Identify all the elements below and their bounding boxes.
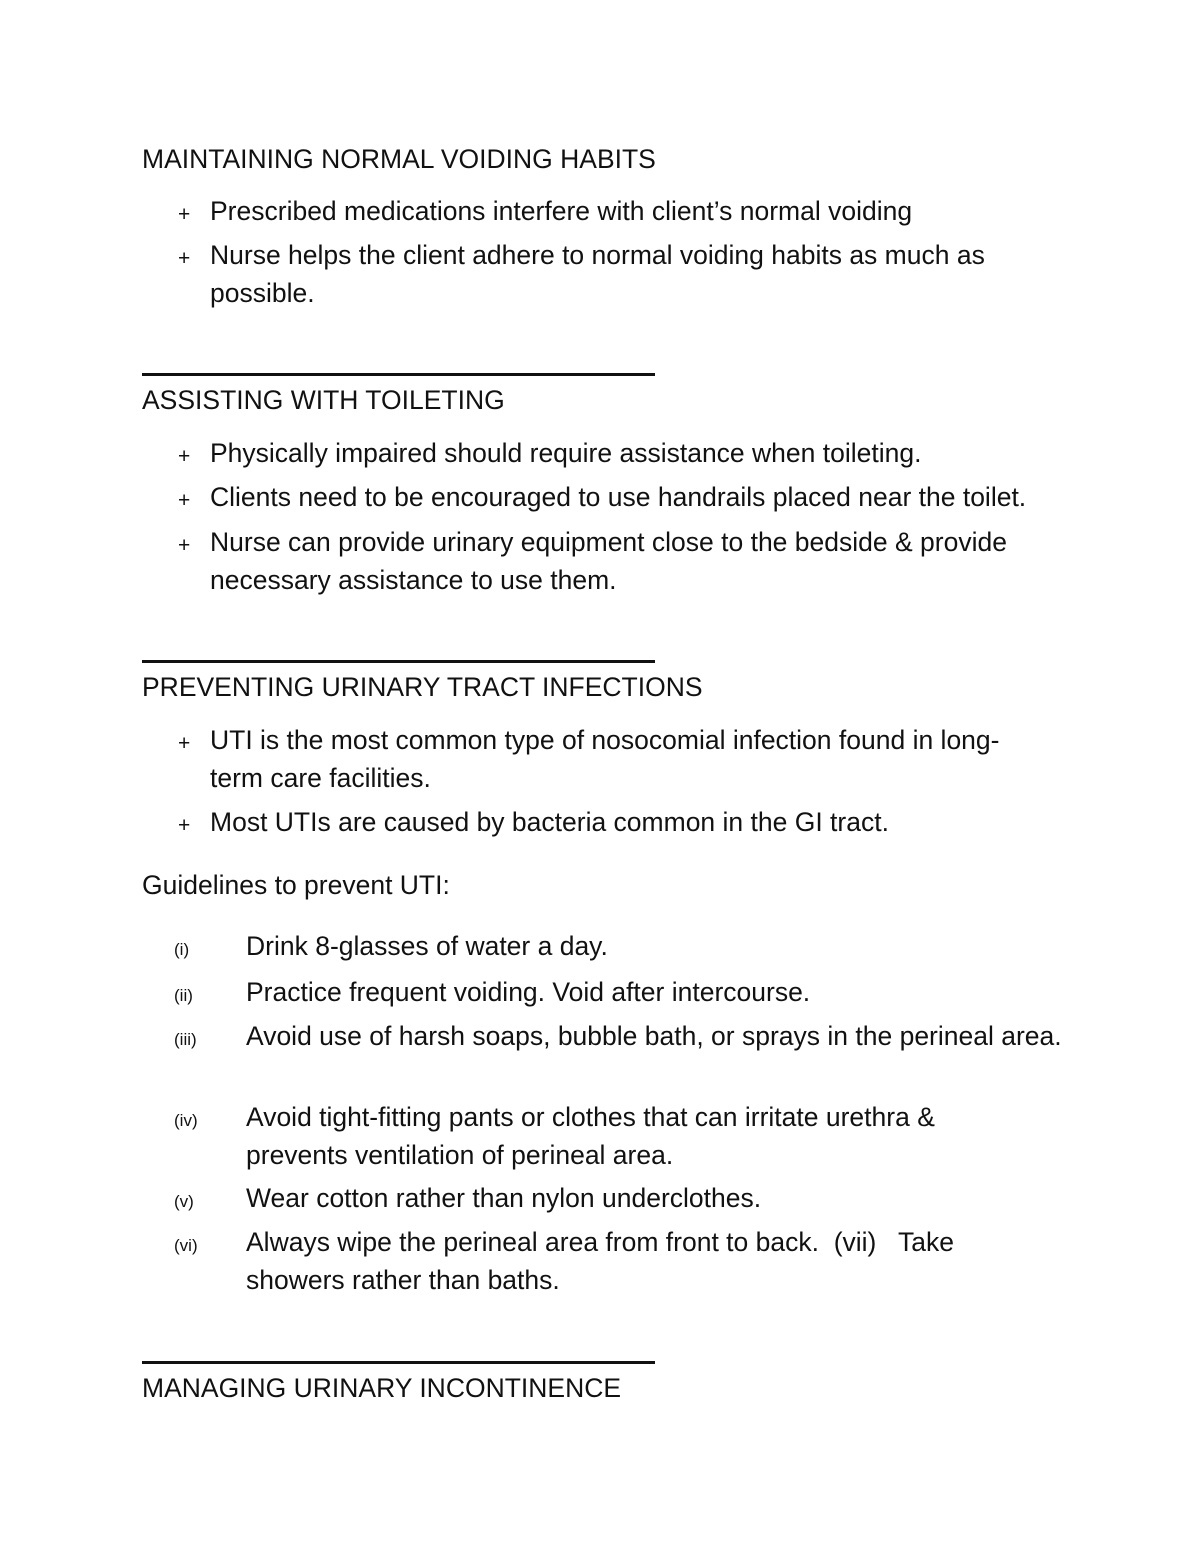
list-item: Most UTIs are caused by bacteria common in the GI tract. xyxy=(210,807,889,837)
bullet-icon: + xyxy=(178,445,191,468)
bullet-icon: + xyxy=(178,203,191,226)
list-number: (i) xyxy=(174,940,190,959)
section-heading-voiding-habits: MAINTAINING NORMAL VOIDING HABITS xyxy=(142,144,656,174)
bullet-icon: + xyxy=(178,534,191,557)
list-item: Nurse can provide urinary equipment close to the bedside & provide necessary assistance to use them. xyxy=(210,527,1007,595)
guideline-item: Practice frequent voiding. Void after intercourse. xyxy=(246,977,811,1007)
guideline-item: Wear cotton rather than nylon underclothes. xyxy=(246,1183,762,1213)
section-heading-incontinence: MANAGING URINARY INCONTINENCE xyxy=(142,1373,622,1403)
list-number: (v) xyxy=(174,1192,194,1211)
list-item: UTI is the most common type of nosocomial infection found in long-term care facilities. xyxy=(210,725,1000,793)
list-number: (vi) xyxy=(174,1236,198,1255)
list-number: (iii) xyxy=(174,1030,197,1049)
section-heading-uti: PREVENTING URINARY TRACT INFECTIONS xyxy=(142,672,703,702)
list-item: Clients need to be encouraged to use handrails placed near the toilet. xyxy=(210,482,1027,512)
guideline-item: Always wipe the perineal area from front to back. (vii) Take showers rather than baths. xyxy=(246,1227,962,1295)
section-divider xyxy=(142,1361,655,1364)
guideline-item: Avoid use of harsh soaps, bubble bath, or sprays in the perineal area. xyxy=(246,1021,1062,1051)
bullet-icon: + xyxy=(178,732,191,755)
bullet-icon: + xyxy=(178,489,191,512)
bullet-icon: + xyxy=(178,247,191,270)
list-item: Prescribed medications interfere with client’s normal voiding xyxy=(210,196,913,226)
list-number: (ii) xyxy=(174,986,193,1005)
section-divider xyxy=(142,660,655,663)
section-heading-toileting: ASSISTING WITH TOILETING xyxy=(142,385,505,415)
list-item: Physically impaired should require assistance when toileting. xyxy=(210,438,922,468)
list-number: (iv) xyxy=(174,1111,198,1130)
guideline-item: Drink 8-glasses of water a day. xyxy=(246,931,608,961)
section-divider xyxy=(142,373,655,376)
bullet-icon: + xyxy=(178,814,191,837)
guidelines-label: Guidelines to prevent UTI: xyxy=(142,870,450,900)
guideline-item: Avoid tight-fitting pants or clothes that can irritate urethra & prevents ventilation of perineal area. xyxy=(246,1102,935,1170)
list-item: Nurse helps the client adhere to normal voiding habits as much as possible. xyxy=(210,240,985,308)
